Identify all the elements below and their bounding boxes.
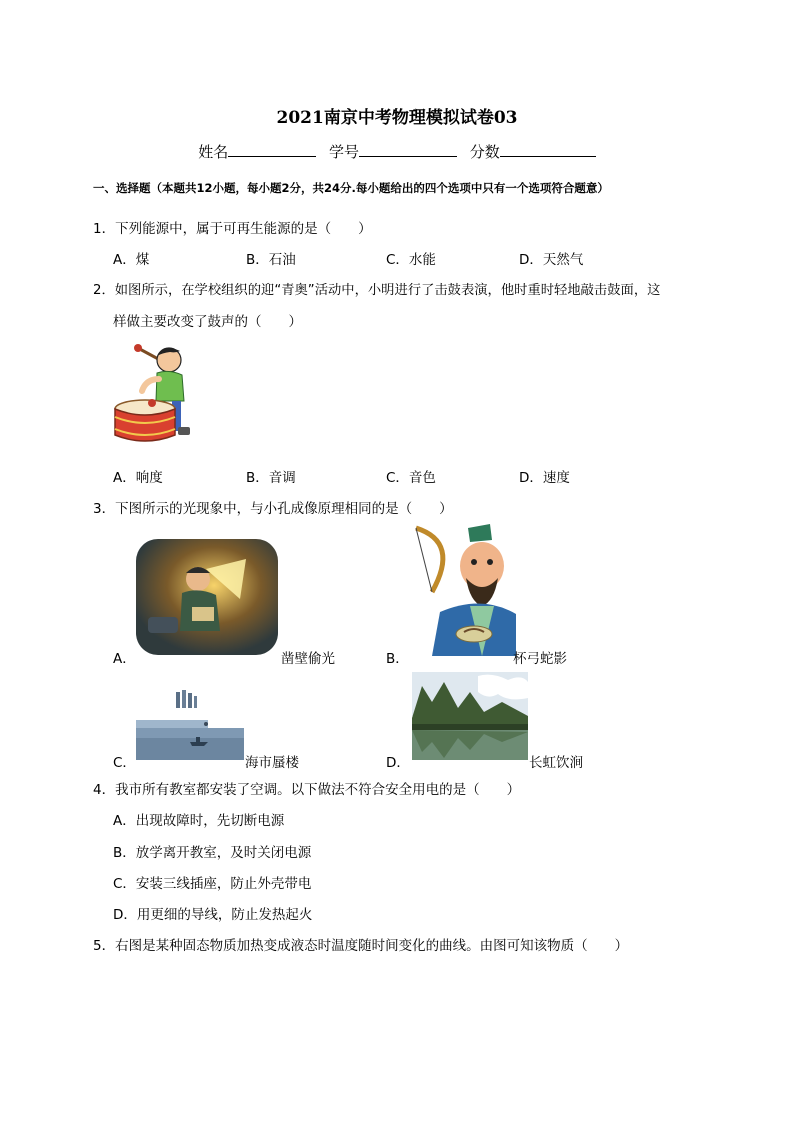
question-1-stem: 1．下列能源中，属于可再生能源的是（ ）: [93, 221, 372, 237]
q4-option-a: A．出现故障时，先切断电源: [113, 813, 285, 829]
q3-option-b-letter: B．: [386, 651, 409, 667]
q1-option-a: A．煤: [113, 252, 150, 268]
q3-option-d-letter: D．: [386, 755, 410, 771]
q3-option-a-caption: 凿壁偷光: [281, 651, 335, 667]
q3-option-c-letter: C．: [113, 755, 136, 771]
q2-option-a: A．响度: [113, 470, 163, 486]
q4-option-c: C．安装三线插座，防止外壳带电: [113, 876, 312, 892]
bow-reflection-in-cup-illustration: [410, 522, 516, 656]
q2-option-d: D．速度: [519, 470, 570, 486]
question-3-stem: 3．下图所示的光现象中，与小孔成像原理相同的是（ ）: [93, 501, 453, 517]
name-blank[interactable]: [228, 142, 316, 157]
q3-option-a-letter: A．: [113, 651, 136, 667]
q3-option-d-caption: 长虹饮涧: [529, 755, 583, 771]
id-label: 学号: [328, 143, 359, 161]
drummer-boy-illustration: [112, 343, 196, 447]
score-label: 分数: [469, 143, 500, 161]
q4-option-d: D．用更细的导线，防止发热起火: [113, 907, 313, 923]
question-2-stem-line1: 2．如图所示，在学校组织的迎“青奥”活动中，小明进行了击鼓表演，他时重时轻地敲击鼓面，这: [93, 283, 661, 298]
q1-option-d: D．天然气: [519, 252, 584, 268]
question-5-stem: 5．右图是某种固态物质加热变成液态时温度随时间变化的曲线。由图可知该物质（ ）: [93, 938, 629, 954]
hills-reflection-landscape-illustration: [412, 672, 528, 760]
question-4-stem: 4．我市所有教室都安装了空调。以下做法不符合安全用电的是（ ）: [93, 782, 521, 798]
q3-option-b-caption: 杯弓蛇影: [513, 651, 567, 667]
page-title: 2021南京中考物理模拟试卷03: [276, 108, 518, 128]
score-blank[interactable]: [500, 142, 596, 157]
mirage-illustration: [136, 690, 244, 760]
q1-option-c: C．水能: [386, 252, 436, 268]
q3-option-c-caption: 海市蜃楼: [245, 755, 299, 771]
id-blank[interactable]: [359, 142, 457, 157]
question-2-stem-line2: 样做主要改变了鼓声的（ ）: [113, 314, 302, 330]
student-info-fields: [0, 141, 794, 162]
section-header: 一、选择题（本题共12小题，每小题2分，共24分.每小题给出的四个选项中只有一个选项符合题意）: [93, 181, 609, 195]
chiseling-wall-for-light-illustration: [136, 539, 278, 655]
q1-option-b: B．石油: [246, 252, 296, 268]
q2-option-c: C．音色: [386, 470, 436, 486]
name-label: 姓名: [198, 143, 229, 161]
q4-option-b: B．放学离开教室，及时关闭电源: [113, 845, 312, 861]
q2-option-b: B．音调: [246, 470, 296, 486]
